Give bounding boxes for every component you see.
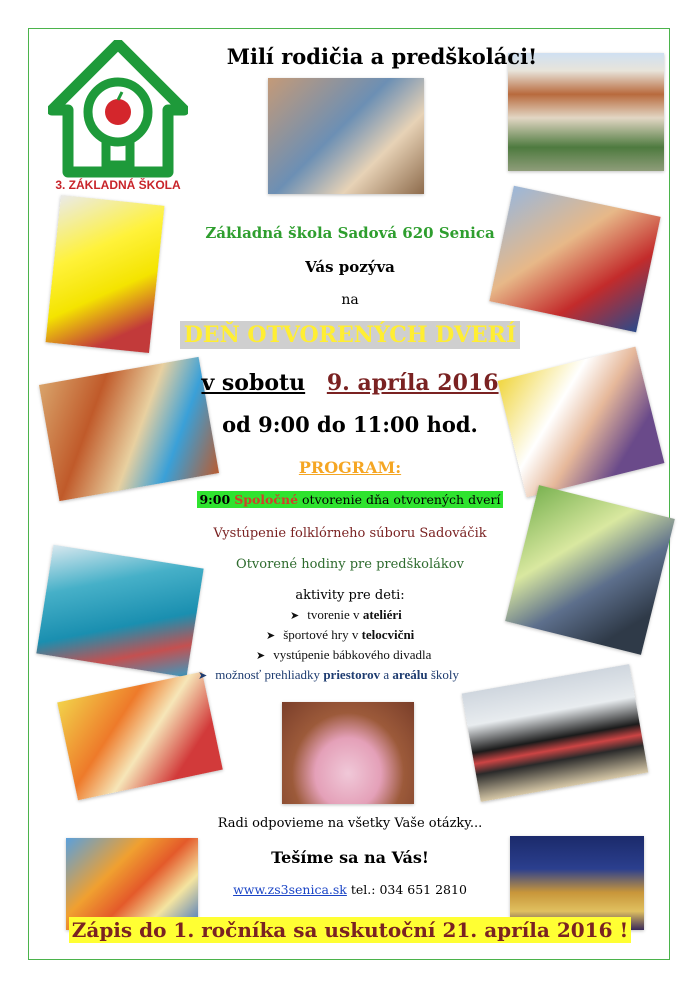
opening-word: Spoločné	[234, 492, 299, 507]
list-item: ➤ športové hry v telocvični	[266, 627, 415, 642]
greeting-title: Milí rodičia a predškoláci!	[226, 44, 538, 69]
contact-line	[0, 882, 700, 897]
arrow-icon: ➤	[256, 650, 266, 662]
list-item: ➤ vystúpenie bábkového divadla	[256, 647, 432, 662]
event-time	[0, 412, 700, 437]
opening-rest: otvorenie dňa otvorených dverí	[302, 492, 501, 507]
questions-text: Radi odpovieme na všetky Vaše otázky...	[217, 816, 483, 831]
activities-heading: aktivity pre deti:	[295, 588, 405, 603]
program-folk: Vystúpenie folklórneho súboru Sadováčik	[213, 526, 487, 541]
list-item: ➤ tvorenie v ateliéri	[290, 607, 402, 622]
event-title	[0, 322, 700, 348]
program-open-lessons: Otvorené hodiny pre predškolákov	[236, 557, 464, 572]
event-title-label: DEŇ OTVORENÝCH DVERÍ	[180, 321, 521, 349]
arrow-icon: ➤	[266, 630, 276, 642]
photo-classroom	[268, 78, 424, 194]
list-item: ➤ možnosť prehliadky priestorov a areálu školy	[198, 667, 459, 682]
photo-school-building	[508, 53, 664, 171]
invite-text: Vás pozýva	[305, 258, 395, 276]
photo-girls-arch	[282, 702, 414, 804]
website-link[interactable]: www.zs3senica.sk	[233, 882, 347, 897]
enrollment-text: Zápis do 1. ročníka sa uskutoční 21. apríla 2016 !	[69, 917, 631, 943]
date-prefix: v sobotu	[201, 370, 306, 396]
school-name: Základná škola Sadová 620 Senica	[205, 224, 495, 242]
arrow-icon: ➤	[290, 610, 300, 622]
arrow-icon: ➤	[198, 670, 208, 682]
date-value: 9. apríla 2016	[326, 370, 499, 396]
time-dot: .	[470, 412, 478, 437]
logo-label: 3. ZÁKLADNÁ ŠKOLA	[55, 178, 181, 192]
enrollment-banner	[0, 918, 700, 942]
na-text: na	[341, 292, 359, 308]
opening-time: 9:00	[199, 492, 231, 507]
program-opening	[0, 492, 700, 507]
program-heading: PROGRAM:	[298, 458, 402, 477]
program-opening-highlight	[197, 491, 502, 508]
looking-forward-text: Tešíme sa na Vás!	[271, 848, 429, 867]
time-text: od 9:00 do 11:00 hod	[222, 412, 471, 437]
event-date	[0, 370, 700, 396]
phone-text: tel.: 034 651 2810	[346, 882, 467, 897]
